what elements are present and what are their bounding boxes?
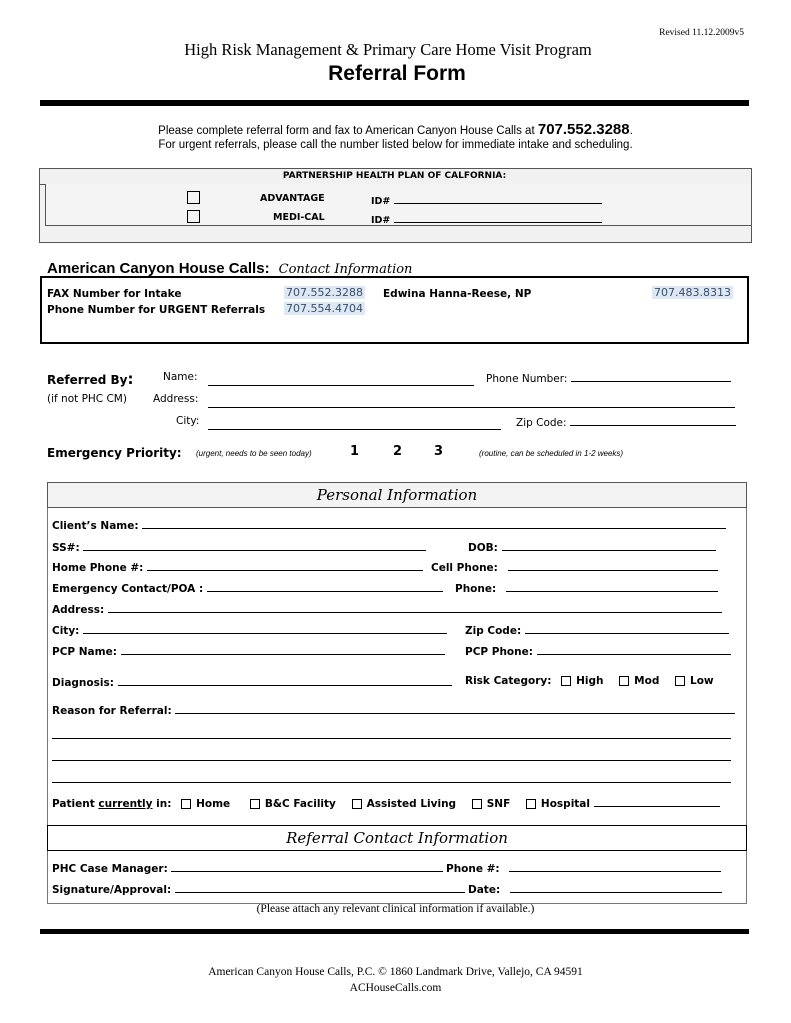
referred-address: Address: — [153, 393, 199, 405]
medical-id-input[interactable] — [394, 212, 602, 223]
location-assisted-living[interactable]: Assisted Living — [352, 798, 457, 810]
ssn: SS#: — [52, 540, 426, 554]
city: City: — [52, 623, 447, 637]
pcp-name: PCP Name: — [52, 644, 445, 658]
referred-address-input[interactable] — [208, 397, 735, 408]
np-name: Edwina Hanna-Reese, NP — [383, 288, 532, 300]
location-bc-facility[interactable]: B&C Facility — [250, 798, 336, 810]
attach-note: (Please attach any relevant clinical information if available.) — [256, 903, 535, 915]
client-name-input[interactable] — [142, 518, 726, 529]
referred-zip-input[interactable] — [570, 415, 736, 426]
home-phone: Home Phone #: — [52, 560, 423, 574]
pcp-name-input[interactable] — [121, 644, 445, 655]
referred-note: (if not PHC CM) — [47, 393, 127, 405]
intro-line-2: For urgent referrals, please call the number listed below for immediate intake and scheduling. — [158, 139, 633, 151]
intro-line-1: Please complete referral form and fax to American Canyon House Calls at 707.552.3288. — [158, 121, 633, 138]
diagnosis-input[interactable] — [118, 675, 452, 686]
patient-location: Patient currently in: Home B&C Facility Assisted Living SNF Hospital — [52, 796, 720, 810]
header-rule — [40, 100, 749, 106]
medical-label: MEDI-CAL — [273, 212, 325, 223]
footer-website[interactable]: ACHouseCalls.com — [349, 982, 442, 994]
location-snf[interactable]: SNF — [472, 798, 511, 810]
emergency-phone-input[interactable] — [506, 581, 718, 592]
fax-label: FAX Number for Intake — [47, 288, 182, 300]
hospital-input[interactable] — [594, 796, 720, 807]
reason-input[interactable] — [175, 703, 735, 714]
reason-line-2[interactable] — [52, 728, 731, 739]
intro-fax-number: 707.552.3288 — [537, 121, 630, 138]
priority-3[interactable]: 3 — [434, 444, 444, 459]
urgent-value: 707.554.4704 — [286, 302, 363, 315]
referred-phone: Phone Number: — [486, 371, 731, 385]
referred-by-label: Referred By: — [47, 370, 134, 388]
medical-id: ID# — [371, 212, 602, 226]
pcp-phone: PCP Phone: — [465, 644, 731, 658]
risk-high[interactable]: High — [561, 675, 603, 687]
contact-heading: American Canyon House Calls: Contact Information — [47, 260, 413, 277]
revision-note: Revised 11.12.2009v5 — [659, 28, 744, 38]
emergency-phone: Phone: — [455, 581, 718, 595]
priority-routine-note: (routine, can be scheduled in 1-2 weeks) — [479, 449, 624, 458]
ssn-input[interactable] — [83, 540, 426, 551]
priority-label: Emergency Priority: — [47, 446, 182, 460]
priority-urgent-note: (urgent, needs to be seen today) — [196, 449, 312, 458]
dob: DOB: — [468, 540, 716, 554]
medical-checkbox[interactable] — [187, 208, 200, 227]
priority-1[interactable]: 1 — [350, 444, 360, 459]
fax-value: 707.552.3288 — [286, 286, 363, 299]
referred-name-input[interactable] — [208, 375, 474, 386]
np-phone: 707.483.8313 — [654, 286, 731, 299]
case-manager-phone-input[interactable] — [509, 861, 721, 872]
client-name: Client’s Name: — [52, 518, 726, 532]
priority-2[interactable]: 2 — [393, 444, 403, 459]
signature-input[interactable] — [175, 882, 465, 893]
referred-name: Name: — [163, 371, 198, 383]
case-manager-phone: Phone #: — [446, 861, 721, 875]
risk-mod[interactable]: Mod — [619, 675, 659, 687]
cell-phone-input[interactable] — [508, 560, 718, 571]
advantage-checkbox[interactable] — [187, 189, 200, 208]
referral-heading-bar — [47, 825, 747, 851]
risk-category: Risk Category: High Mod Low — [465, 675, 714, 687]
footer-rule — [40, 929, 749, 934]
diagnosis: Diagnosis: — [52, 675, 452, 689]
urgent-label: Phone Number for URGENT Referrals — [47, 304, 266, 316]
case-manager-input[interactable] — [171, 861, 443, 872]
reason-line-4[interactable] — [52, 772, 731, 783]
date: Date: — [468, 882, 722, 896]
footer-address: American Canyon House Calls, P.C. © 1860 Landmark Drive, Vallejo, CA 94591 — [208, 966, 583, 978]
home-phone-input[interactable] — [147, 560, 423, 571]
case-manager: PHC Case Manager: — [52, 861, 443, 875]
emergency-contact-input[interactable] — [207, 581, 443, 592]
zip: Zip Code: — [465, 623, 729, 637]
partnership-title: PARTNERSHIP HEALTH PLAN OF CALFORNIA: — [282, 171, 507, 181]
reason: Reason for Referral: — [52, 703, 735, 717]
referred-city: City: — [176, 415, 200, 427]
emergency-contact: Emergency Contact/POA : — [52, 581, 443, 595]
address: Address: — [52, 602, 722, 616]
zip-input[interactable] — [525, 623, 729, 634]
advantage-id: ID# — [371, 193, 602, 207]
referred-phone-input[interactable] — [571, 371, 731, 382]
pcp-phone-input[interactable] — [537, 644, 731, 655]
address-input[interactable] — [108, 602, 722, 613]
location-home[interactable]: Home — [181, 798, 230, 810]
date-input[interactable] — [510, 882, 722, 893]
advantage-id-input[interactable] — [394, 193, 602, 204]
city-input[interactable] — [83, 623, 447, 634]
signature: Signature/Approval: — [52, 882, 465, 896]
referral-heading: Referral Contact Information — [286, 829, 508, 847]
cell-phone: Cell Phone: — [431, 560, 718, 574]
dob-input[interactable] — [502, 540, 716, 551]
risk-low[interactable]: Low — [675, 675, 714, 687]
form-title: Referral Form — [328, 62, 466, 85]
referred-zip: Zip Code: — [516, 415, 736, 429]
personal-heading-bar — [47, 482, 747, 508]
personal-heading: Personal Information — [316, 486, 478, 504]
program-title: High Risk Management & Primary Care Home Visit Program — [184, 40, 592, 59]
location-hospital[interactable]: Hospital — [526, 798, 720, 810]
referred-city-input[interactable] — [208, 419, 501, 430]
reason-line-3[interactable] — [52, 750, 731, 761]
advantage-label: ADVANTAGE — [260, 193, 325, 204]
